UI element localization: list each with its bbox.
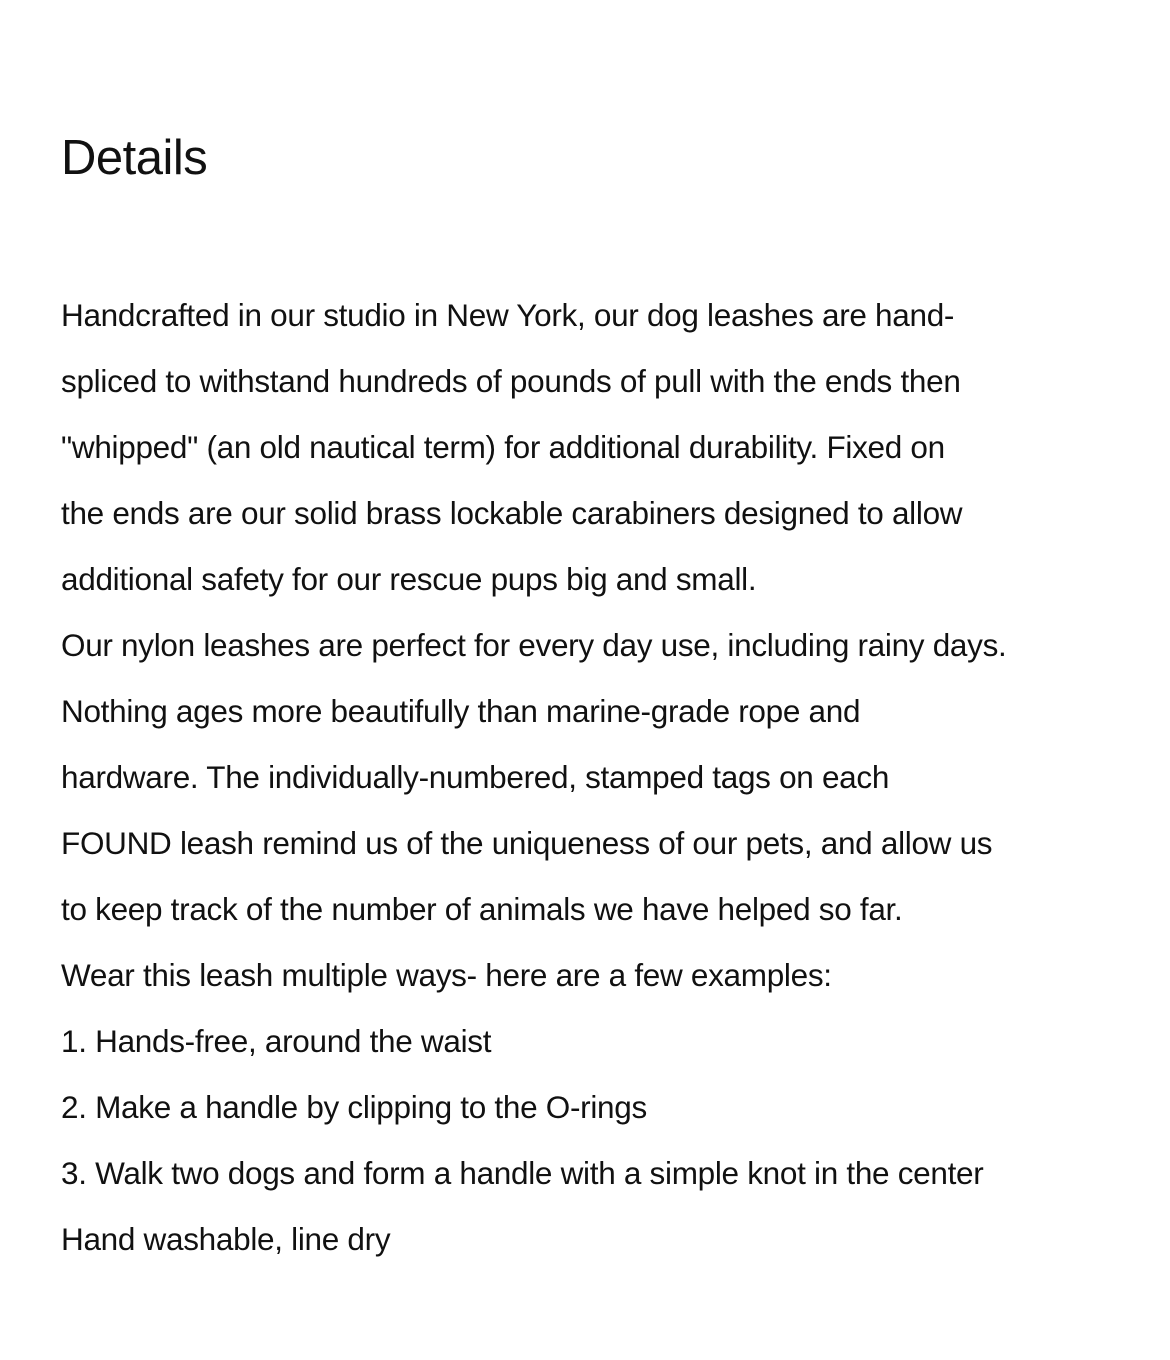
details-body bbox=[61, 282, 1146, 1272]
list-item: 3. Walk two dogs and form a handle with a simple knot in the center bbox=[61, 1155, 984, 1191]
details-heading: Details bbox=[61, 131, 208, 185]
details-line: Wear this leash multiple ways- here are a few examples: bbox=[61, 957, 832, 993]
list-item: 1. Hands-free, around the waist bbox=[61, 1023, 492, 1059]
details-section bbox=[61, 122, 1141, 1272]
details-line: Our nylon leashes are perfect for every day use, including rainy days. bbox=[61, 627, 1007, 663]
details-line: spliced to withstand hundreds of pounds of pull with the ends then bbox=[61, 363, 961, 399]
details-line: the ends are our solid brass lockable carabiners designed to allow bbox=[61, 495, 963, 531]
details-line: additional safety for our rescue pups big and small. bbox=[61, 561, 757, 597]
details-line: Nothing ages more beautifully than marine-grade rope and bbox=[61, 693, 861, 729]
details-line: FOUND leash remind us of the uniqueness of our pets, and allow us bbox=[61, 825, 993, 861]
details-line: hardware. The individually-numbered, stamped tags on each bbox=[61, 759, 890, 795]
details-line: Handcrafted in our studio in New York, our dog leashes are hand- bbox=[61, 297, 955, 333]
details-line: to keep track of the number of animals we have helped so far. bbox=[61, 891, 903, 927]
care-instructions: Hand washable, line dry bbox=[61, 1221, 391, 1257]
details-line: "whipped" (an old nautical term) for additional durability. Fixed on bbox=[61, 429, 945, 465]
list-item: 2. Make a handle by clipping to the O-rings bbox=[61, 1089, 647, 1125]
